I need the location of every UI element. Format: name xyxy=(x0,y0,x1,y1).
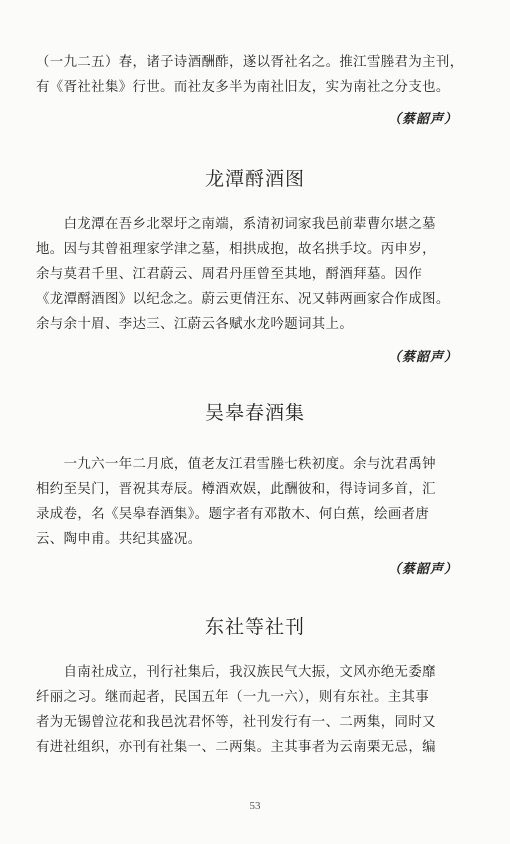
text-line: 余与余十眉、李达三、江蔚云各赋水龙吟题词其上。 xyxy=(36,317,354,332)
text-line: 余与莫君千里、江君蔚云、周君丹厓曾至其地，酹酒拜墓。因作 xyxy=(36,267,423,282)
text-line: 《龙潭酹酒图》以纪念之。蔚云更倩汪东、况又韩两画家合作成图。 xyxy=(36,292,450,307)
text-line: 云、陶申甫。共纪其盛况。 xyxy=(36,532,202,547)
text-line: 白龙潭在吾乡北翠圩之南端，系清初词家我邑前辈曹尔堪之墓 xyxy=(36,217,436,232)
section-title: 龙潭酹酒图 xyxy=(204,168,305,190)
text-line: 自南社成立，刊行社集后，我汉族民气大振，文风亦绝无委靡 xyxy=(36,665,436,680)
text-line: 者为无锡曾泣花和我邑沈君怀等，社刊发行有一、二两集，同时又 xyxy=(36,715,436,730)
author-signature: （蔡韶声） xyxy=(387,112,458,127)
text-line: 有《胥社社集》行世。而社友多半为南社旧友，实为南社之分支也。 xyxy=(36,80,450,95)
text-line: 录成卷，名《吴皋春酒集》。题字者有邓散木、何白蕉，绘画者唐 xyxy=(36,507,430,522)
text-line: 地。因与其曾祖理家学津之墓，相拱成抱，故名拱手坟。丙申岁， xyxy=(36,242,436,257)
author-signature: （蔡韶声） xyxy=(387,350,458,365)
text-line: 纤丽之习。继而起者，民国五年（一九一六），则有东社。主其事 xyxy=(36,690,430,705)
section-title: 东社等社刊 xyxy=(204,616,305,638)
paragraph-dongshe xyxy=(36,660,474,760)
text-line: 一九六一年二月底，值老友江君雪塍七秩初度。余与沈君禹钟 xyxy=(36,457,436,472)
paragraph-gushe xyxy=(36,50,474,100)
text-line: 有进社组织，亦刊有社集一、二两集。主其事者为云南栗无忌，编 xyxy=(36,740,436,755)
paragraph-wugao xyxy=(36,452,474,552)
author-signature: （蔡韶声） xyxy=(387,562,458,577)
page-number: 53 xyxy=(249,800,261,812)
text-line: 相约至吴门，晋祝其寿辰。樽酒欢娱，此酬彼和，得诗词多首，汇 xyxy=(36,482,436,497)
section-title: 吴皋春酒集 xyxy=(204,402,305,424)
paragraph-longtan xyxy=(36,212,474,337)
text-line: （一九二五）春，诸子诗酒酬酢，遂以胥社名之。推江雪塍君为主刊， xyxy=(36,55,464,70)
